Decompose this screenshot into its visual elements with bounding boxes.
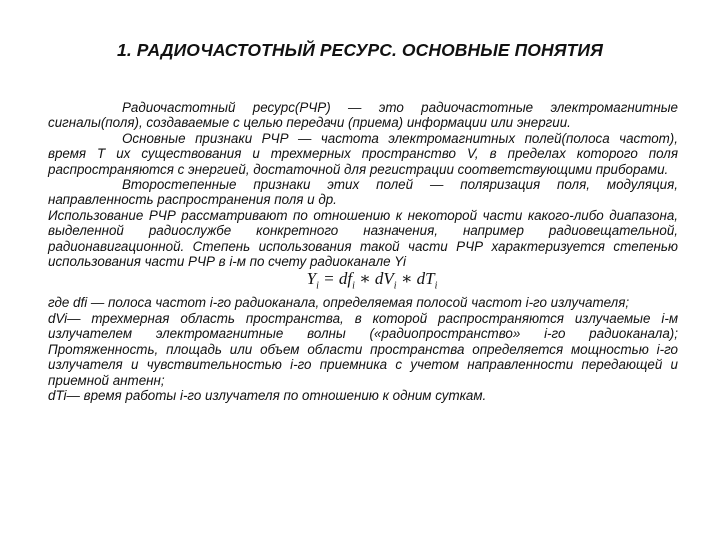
term-secondary-features: Второстепенные признаки [122,177,311,193]
term-main-features: Основные признаки РЧР [122,130,289,146]
slide-body [48,100,678,403]
dfi-paragraph: где dfi — полоса частот i-го радиоканала, определяемая полосой частот i-го излучателя; [48,295,630,311]
main-features-paragraph [48,131,678,177]
formula-sub-1: i [316,280,319,292]
formula-lhs: Y [306,269,317,289]
formula [48,271,678,293]
formula-dv: ∗ dV [354,269,394,289]
definition-text: ) — это радиочастотные электромагнитные сигналы(поля), создаваемые с целью передачи (приема) информации или энергии. [48,100,678,131]
main-features-text: — частота электромагнитных полей(полоса частот), время Т их существования и трехмерных пространство V, в пределах которого поля распространяются с энергией, достаточной для регистрации соответствующими приборами. [48,130,678,177]
secondary-features-paragraph [48,177,678,208]
formula-dt: ∗ dT [396,269,435,289]
term-rchr: Радиочастотный ресурс(РЧР [122,100,327,115]
dti-paragraph: dTi— время работы i-го излучателя по отношению к одним суткам. [48,387,487,403]
dvi-paragraph: dVi— трехмерная область пространства, в которой распространяются излучаемые i-м излучателем электромагнитные волны («радиопространство» i-го радиоканала); Протяженность, площадь или объем области пространства определяется мощностью i-го излучателя и чувствительностью i-го приемника с учетом направленности передающей и приемной антенн; [48,310,678,388]
formula-sub-2: i [352,280,355,292]
formula-df: = df [318,269,353,289]
definition-paragraph [48,100,678,131]
formula-sub-3: i [393,280,397,292]
formula-sub-4: i [434,280,438,292]
page-title: 1. РАДИОЧАСТОТНЫЙ РЕСУРС. ОСНОВНЫЕ ПОНЯТИЯ [117,40,603,60]
usage-paragraph: Использование РЧР рассматривают по отношению к некоторой части какого-либо диапазона, выделенной радиослужбе конкретного назначения, например радиовещательной, радионавигационной. Степень использования такой части РЧР характеризуется степенью использования части РЧР в i-м по счету радиоканале Yi [48,207,678,270]
secondary-features-text: этих полей — поляризация поля, модуляция, направленность распространения поля и др. [48,177,678,208]
